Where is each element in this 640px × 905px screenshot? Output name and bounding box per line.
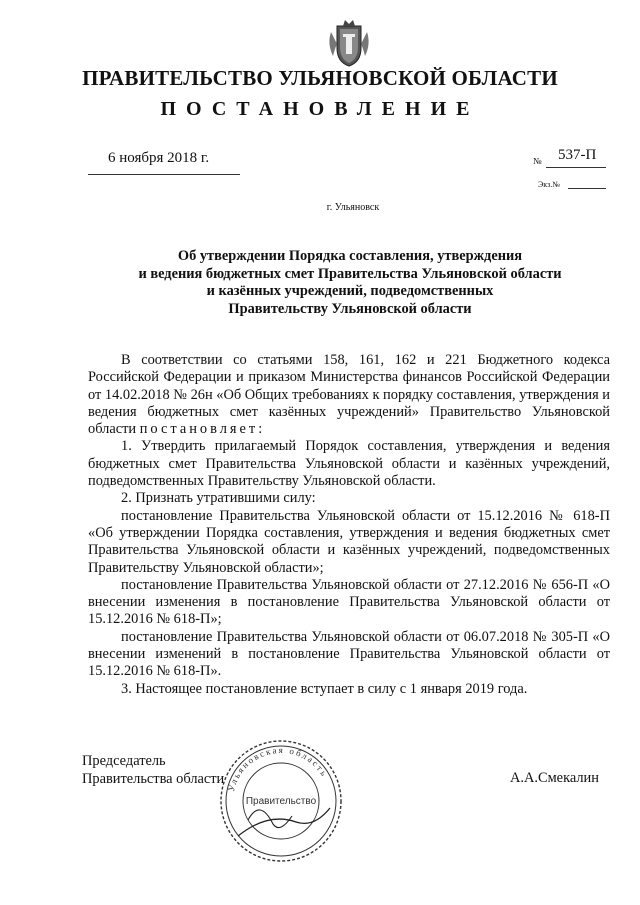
subject-line: Об утверждении Порядка составления, утверждения xyxy=(177,248,523,264)
decree-word: постановляет: xyxy=(139,421,266,438)
preamble-paragraph xyxy=(88,352,610,438)
number-sign: № xyxy=(533,156,542,166)
number-underline xyxy=(546,167,606,168)
subject-line: и ведения бюджетных смет Правительства Ульяновской области xyxy=(138,265,562,282)
government-title: ПРАВИТЕЛЬСТВО УЛЬЯНОВСКОЙ ОБЛАСТИ xyxy=(82,66,558,90)
item-2c: постановление Правительства Ульяновской области от 06.07.2018 № 305-П «О внесении изменений в постановление Правительства Ульяновской области от 15.12.2016 № 618-П». xyxy=(88,628,610,680)
item-1: 1. Утвердить прилагаемый Порядок составления, утверждения и ведения бюджетных смет Правительства Ульяновской области и казённых учреждений, подведомственных Правительству Ульяновской области. xyxy=(88,438,610,490)
signatory-name: А.А.Смекалин xyxy=(510,770,599,786)
date-underline xyxy=(88,174,240,175)
copy-number-label: Экз.№ xyxy=(538,180,560,189)
signatory-position xyxy=(82,752,224,788)
official-stamp xyxy=(218,738,344,864)
stamp-center-text: Правительство xyxy=(245,796,317,807)
item-2: 2. Признать утратившими силу: xyxy=(121,490,316,507)
document-type-heading: ПОСТАНОВЛЕНИЕ xyxy=(160,98,480,120)
document-date: 6 ноября 2018 г. xyxy=(108,150,210,166)
item-2b: постановление Правительства Ульяновской области от 27.12.2016 № 656-П «О внесении изменения в постановление Правительства Ульяновской области от 15.12.2016 № 618-П»; xyxy=(88,576,610,628)
stamp-ring-text: Ульяновская область xyxy=(225,744,331,793)
item-3: 3. Настоящее постановление вступает в силу с 1 января 2019 года. xyxy=(121,680,528,697)
svg-text:Ульяновская область xyxy=(226,745,330,793)
position-line: Председатель xyxy=(82,753,166,769)
subject-line: Правительству Ульяновской области xyxy=(228,300,472,317)
coat-of-arms-icon xyxy=(323,18,375,70)
document-body xyxy=(88,352,610,698)
city: г. Ульяновск xyxy=(326,202,380,213)
preamble-text: В соответствии со статьями 158, 161, 162 и 221 Бюджетного кодекса Российской Федерации и приказом Министерства финансов Российской Федерации от 14.02.2018 № 26н «Об Общих требованиях к порядку составления, утверждения и ведения бюджетных смет казённых учреждений» Правительство Ульяновской области xyxy=(88,352,610,438)
document-number: 537-П xyxy=(558,147,597,163)
handwritten-signature xyxy=(238,808,330,836)
document-subject xyxy=(90,248,610,318)
item-2a: постановление Правительства Ульяновской области от 15.12.2016 № 618-П «Об утверждении Порядка составления, утверждения и ведения бюджетных смет Правительства Ульяновской области и казённых учреждений, подведомственных Правительству Ульяновской области»; xyxy=(88,507,610,576)
position-line: Правительства области xyxy=(82,771,225,787)
copy-number-underline xyxy=(568,188,606,189)
subject-line: и казённых учреждений, подведомственных xyxy=(206,283,494,299)
